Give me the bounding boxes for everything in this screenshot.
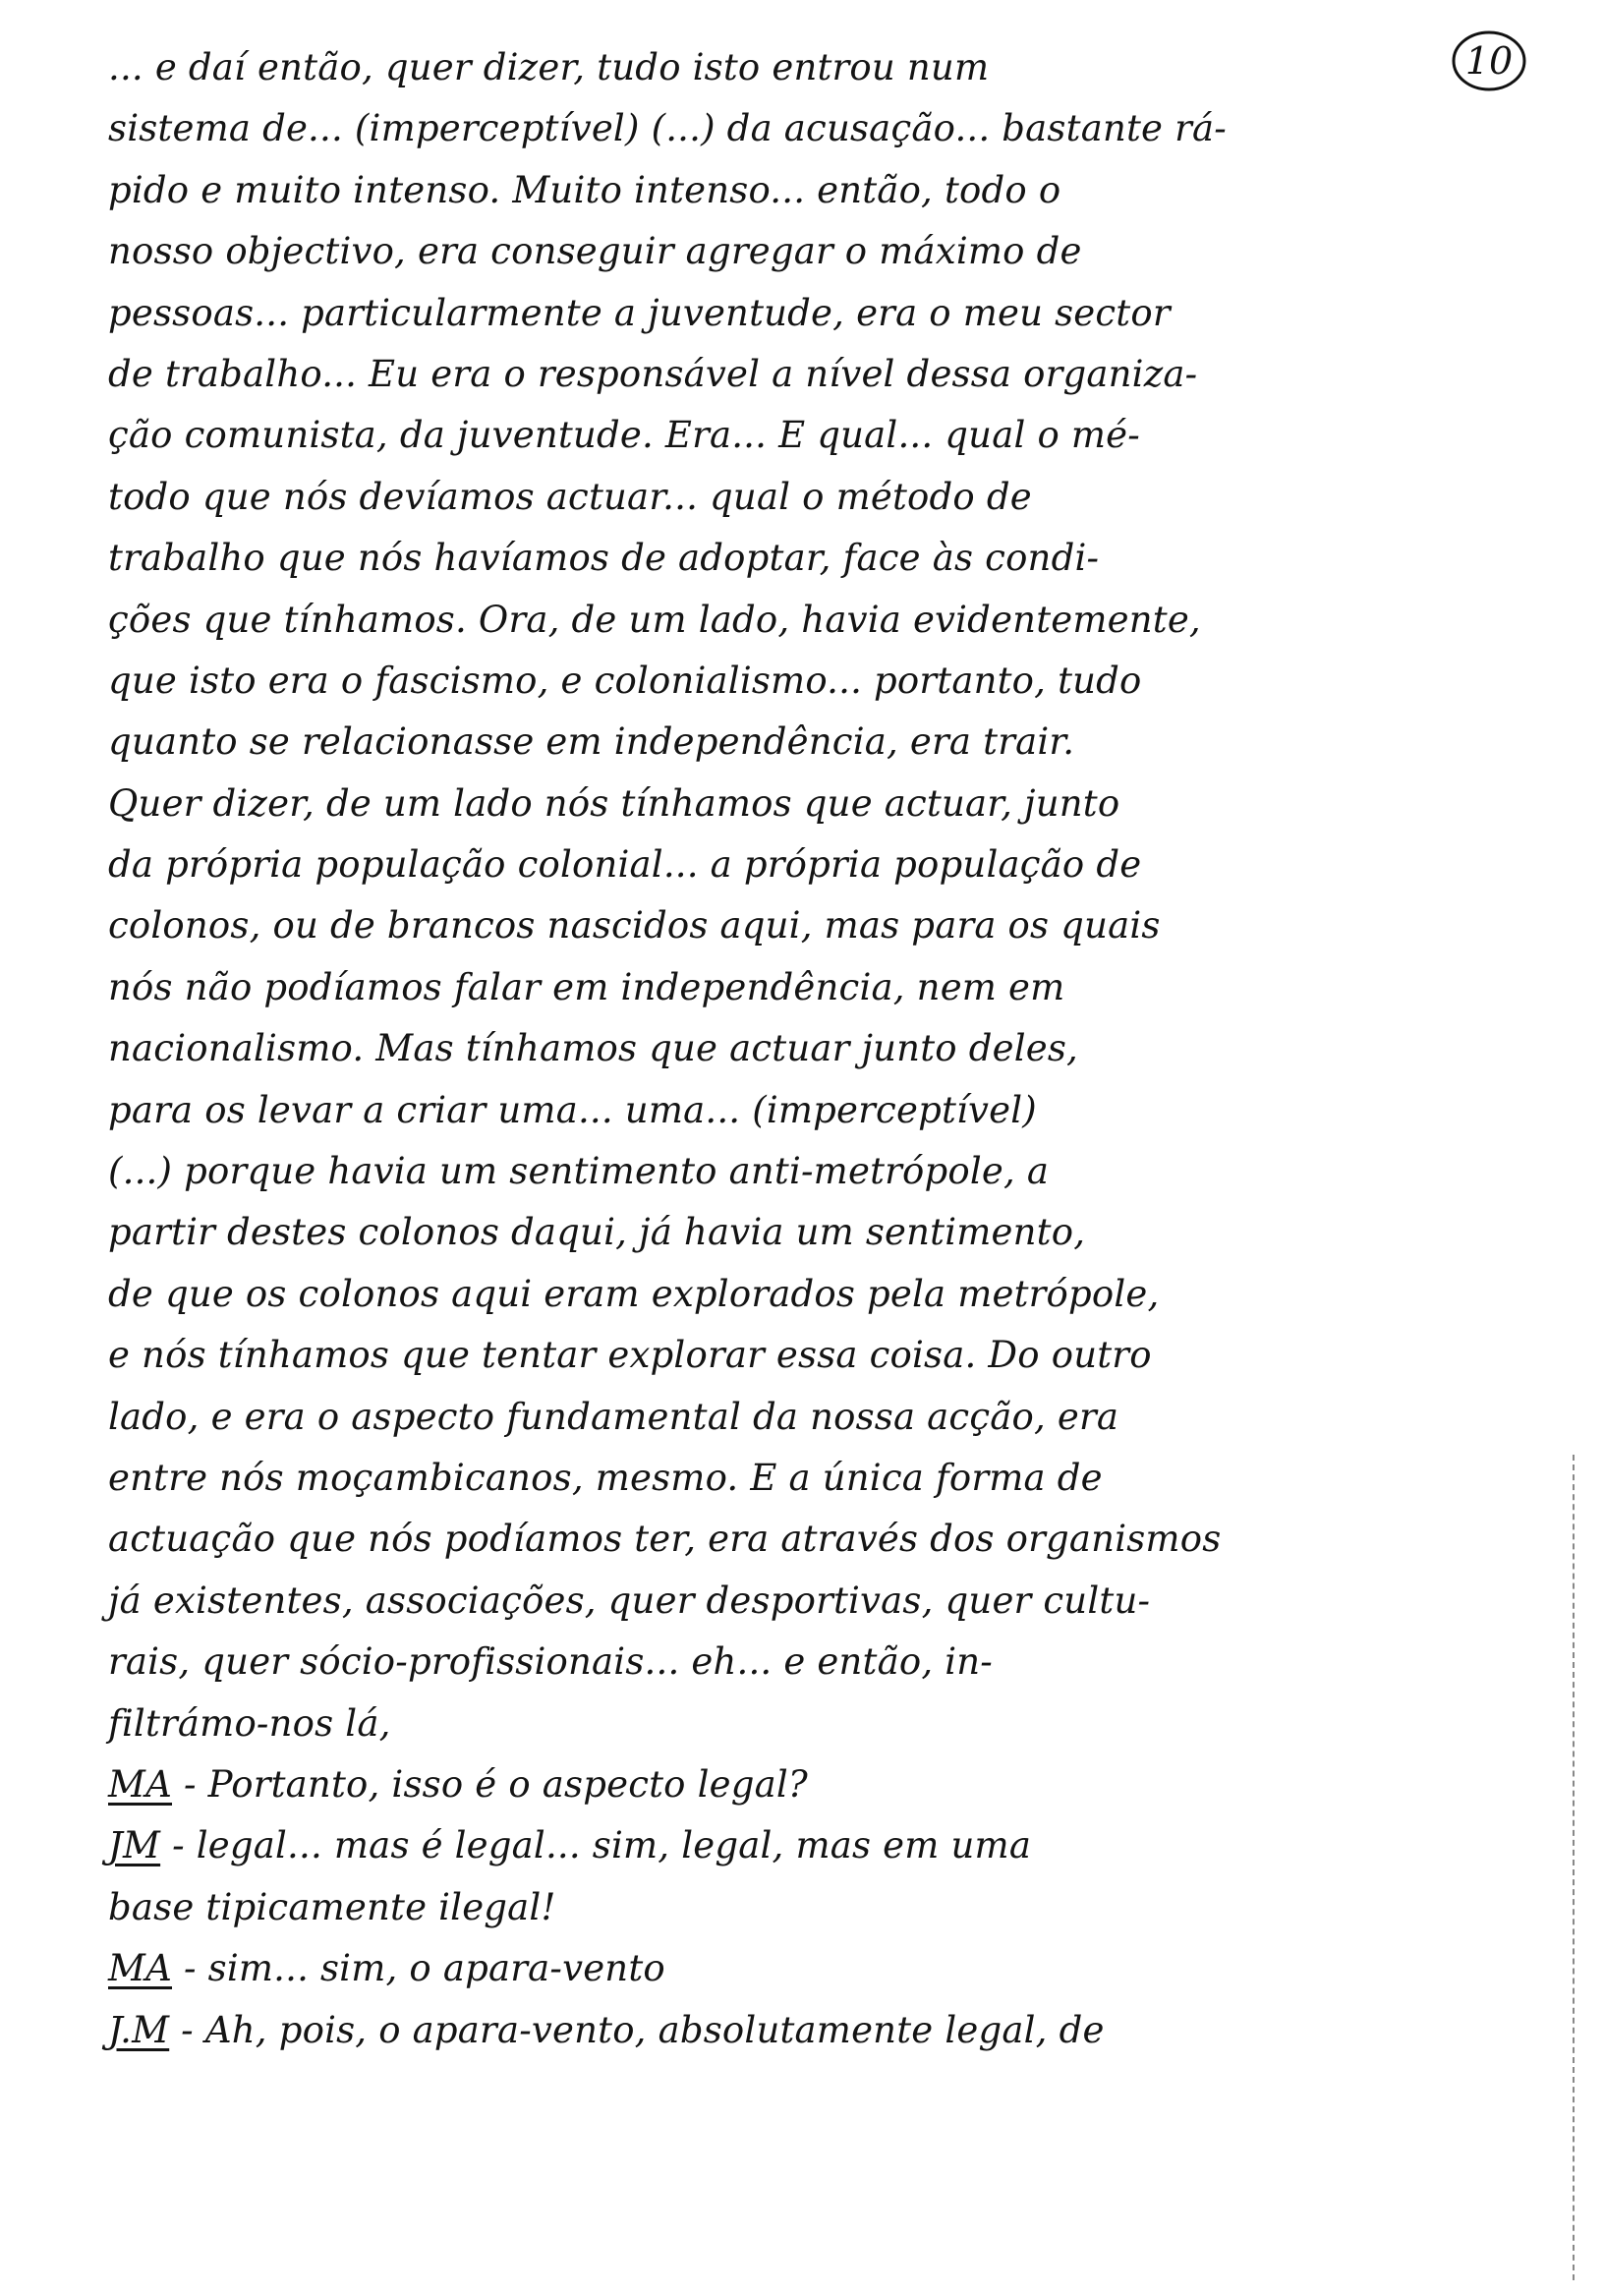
line-text: entre nós moçambicanos, mesmo. E a única forma de bbox=[108, 1456, 1103, 1499]
line-text: (...) porque havia um sentimento anti-metrópole, a bbox=[108, 1150, 1050, 1193]
line-text: - Portanto, isso é o aspecto legal? bbox=[172, 1762, 808, 1806]
transcript-line bbox=[108, 160, 1533, 221]
line-text: pessoas... particularmente a juventude, era o meu sector bbox=[108, 291, 1171, 334]
line-text: ... e daí então, quer dizer, tudo isto entrou num bbox=[108, 46, 990, 88]
line-text: - sim... sim, o apara-vento bbox=[172, 1947, 665, 1990]
line-text: base tipicamente ilegal! bbox=[108, 1885, 556, 1928]
transcript-line bbox=[108, 1571, 1533, 1632]
transcript-line bbox=[108, 1632, 1533, 1693]
transcript-line bbox=[108, 957, 1533, 1018]
line-text: actuação que nós podíamos ter, era através dos organismos bbox=[108, 1518, 1222, 1561]
line-text: quanto se relacionasse em independência, era trair. bbox=[108, 720, 1075, 764]
line-text: de trabalho... Eu era o responsável a nível dessa organiza- bbox=[108, 352, 1198, 395]
transcript-line bbox=[108, 405, 1533, 466]
transcript-line bbox=[108, 1877, 1533, 1938]
speaker-label: MA bbox=[108, 1947, 173, 1990]
line-text: e nós tínhamos que tentar explorar essa coisa. Do outro bbox=[108, 1334, 1152, 1377]
line-text: sistema de... (imperceptível) (...) da acusação... bastante rá- bbox=[108, 107, 1227, 150]
transcript-line bbox=[108, 1202, 1533, 1263]
line-text: nós não podíamos falar em independência, nem em bbox=[108, 965, 1065, 1008]
transcript-line bbox=[108, 1448, 1533, 1509]
transcript-line bbox=[108, 895, 1533, 956]
transcript-line bbox=[108, 37, 1533, 98]
transcript-line bbox=[108, 1693, 1533, 1754]
line-text: da própria população colonial... a própria população de bbox=[108, 843, 1142, 887]
line-text: Quer dizer, de um lado nós tínhamos que actuar, junto bbox=[108, 781, 1120, 825]
line-text: rais, quer sócio-profissionais... eh... e então, in- bbox=[108, 1640, 994, 1684]
transcript-line bbox=[108, 344, 1533, 405]
transcript-line bbox=[108, 590, 1533, 651]
transcript-line bbox=[108, 1815, 1533, 1876]
line-text: nacionalismo. Mas tínhamos que actuar junto deles, bbox=[108, 1027, 1078, 1070]
transcript-line bbox=[108, 834, 1533, 895]
margin-dashed-line bbox=[1573, 1455, 1575, 2280]
transcript-line bbox=[108, 651, 1533, 712]
line-text: para os levar a criar uma... uma... (imperceptível) bbox=[108, 1088, 1037, 1131]
transcript-line bbox=[108, 1080, 1533, 1141]
transcript-line bbox=[108, 1018, 1533, 1079]
transcript-line bbox=[108, 1509, 1533, 1570]
speaker-label: JM bbox=[108, 1824, 161, 1867]
line-text: nosso objectivo, era conseguir agregar o máximo de bbox=[108, 230, 1082, 273]
line-text: - Ah, pois, o apara-vento, absolutamente legal, de bbox=[169, 2008, 1105, 2051]
transcript-line bbox=[108, 712, 1533, 773]
transcript-line bbox=[108, 1754, 1533, 1815]
transcript-line bbox=[108, 2000, 1533, 2061]
transcript-line bbox=[108, 1325, 1533, 1386]
line-text: todo que nós devíamos actuar... qual o método de bbox=[108, 475, 1032, 518]
transcript-line bbox=[108, 1387, 1533, 1448]
line-text: ções que tínhamos. Ora, de um lado, havia evidentemente, bbox=[108, 598, 1201, 641]
handwritten-transcript bbox=[108, 37, 1533, 2061]
transcript-line bbox=[108, 1141, 1533, 1202]
line-text: filtrámo-nos lá, bbox=[108, 1701, 391, 1745]
speaker-label: MA bbox=[108, 1762, 173, 1806]
line-text: já existentes, associações, quer desportivas, quer cultu- bbox=[108, 1578, 1151, 1622]
page-number: 10 bbox=[1464, 39, 1514, 83]
transcript-line bbox=[108, 1264, 1533, 1325]
line-text: de que os colonos aqui eram explorados pela metrópole, bbox=[108, 1272, 1160, 1315]
line-text: lado, e era o aspecto fundamental da nossa acção, era bbox=[108, 1395, 1119, 1438]
transcript-line bbox=[108, 283, 1533, 344]
speaker-label: J.M bbox=[108, 2008, 170, 2051]
line-text: - legal... mas é legal... sim, legal, mas em uma bbox=[160, 1824, 1032, 1867]
transcript-line bbox=[108, 98, 1533, 159]
transcript-line bbox=[108, 774, 1533, 834]
line-text: partir destes colonos daqui, já havia um sentimento, bbox=[108, 1211, 1086, 1254]
line-text: colonos, ou de brancos nascidos aqui, mas para os quais bbox=[108, 904, 1161, 947]
line-text: que isto era o fascismo, e colonialismo... portanto, tudo bbox=[108, 659, 1142, 702]
transcript-line bbox=[108, 528, 1533, 589]
transcript-line bbox=[108, 1938, 1533, 1999]
transcript-line bbox=[108, 467, 1533, 528]
line-text: trabalho que nós havíamos de adoptar, face às condi- bbox=[108, 537, 1100, 580]
transcript-line bbox=[108, 221, 1533, 282]
line-text: pido e muito intenso. Muito intenso... então, todo o bbox=[108, 168, 1061, 211]
line-text: ção comunista, da juventude. Era... E qual... qual o mé- bbox=[108, 414, 1140, 457]
